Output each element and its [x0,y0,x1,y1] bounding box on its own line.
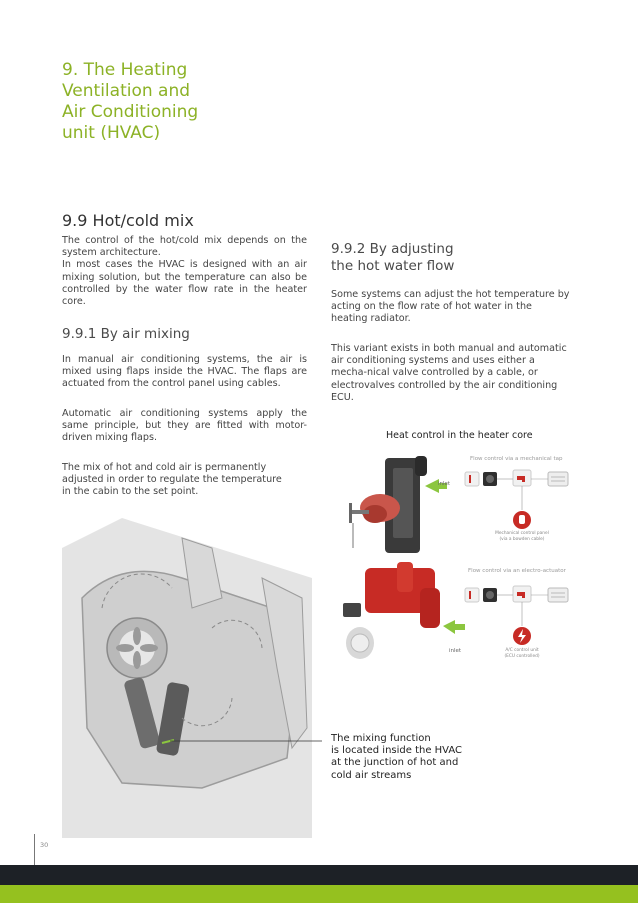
label-inlet-bottom: inlet [449,648,462,654]
chapter-title-line: unit (HVAC) [62,123,161,143]
intro-line: In most cases the HVAC is designed with an air mixing solution, but the temperature can also be controlled by the water flow rate in the heater core. [62,259,307,308]
callout-line: is located inside the HVAC [331,745,463,757]
water-flow-para-1: Some systems can adjust the hot temperature by acting on the flow rate of hot water in the heating radiator. [331,289,570,325]
chapter-title-line: Ventilation and [62,81,191,101]
footer-green-band [0,885,638,903]
hvac-unit-illustration [62,518,322,838]
heater-core-electro-image [343,562,465,659]
page-number: 30 [40,841,49,849]
caption-line: (ECU controlled) [504,653,540,659]
caption-line: (via a bowden cable) [499,536,545,542]
label-electro-actuator: Flow control via an electro-actuator [468,568,566,574]
callout-line: at the junction of hot and [331,757,459,769]
electro-control-chain [465,586,568,645]
label-mechanical-tap: Flow control via a mechanical tap [470,456,563,462]
chapter-title [62,60,322,144]
callout-line: The mixing function [331,733,431,744]
intro-line: The control of the hot/cold mix depends on the system architecture. [62,235,307,259]
caption-mechanical-control-panel [487,531,557,542]
section-intro [62,235,307,308]
label-inlet-top: inlet [438,481,451,487]
chapter-title-line: Air Conditioning [62,102,199,122]
heater-core-illustration [335,448,580,678]
water-flow-para-2: This variant exists in both manual and automatic air conditioning systems and uses either a mecha-nical valve controlled by a cable, or electrovalves controlled by the air conditioning ECU. [331,343,567,403]
caption-ac-control-unit [487,648,557,659]
figure-title: Heat control in the heater core [386,430,533,441]
mechanical-control-chain [465,470,568,529]
heater-core-mechanical-image [349,456,447,553]
air-mixing-para-1: In manual air conditioning systems, the air is mixed using flaps inside the HVAC. The flaps are actuated from the control panel using cables. [62,354,307,390]
caption-line: A/C control unit [505,648,539,653]
section-title: 9.9 Hot/cold mix [62,211,194,230]
subtitle-line: the hot water flow [331,258,455,274]
callout-line: cold air streams [331,769,412,781]
para-line: The mix of hot and cold air is permanently [62,462,267,473]
subtitle-line: 9.9.2 By adjusting [331,241,454,257]
para-line: in the cabin to the set point. [62,486,199,498]
chapter-title-line: 9. The Heating [62,60,188,80]
footer-dark-band [0,865,638,885]
subsection-title-air-mixing: 9.9.1 By air mixing [62,326,190,342]
mixing-function-callout [331,733,481,782]
air-mixing-para-2: Automatic air conditioning systems apply the same principle, but they are fitted with motor-driven mixing flaps. [62,408,307,444]
air-mixing-para-3 [62,462,307,499]
subsection-title-water-flow [331,241,454,275]
caption-line: Mechanical control panel [495,531,549,536]
para-line: adjusted in order to regulate the temperature [62,474,282,486]
